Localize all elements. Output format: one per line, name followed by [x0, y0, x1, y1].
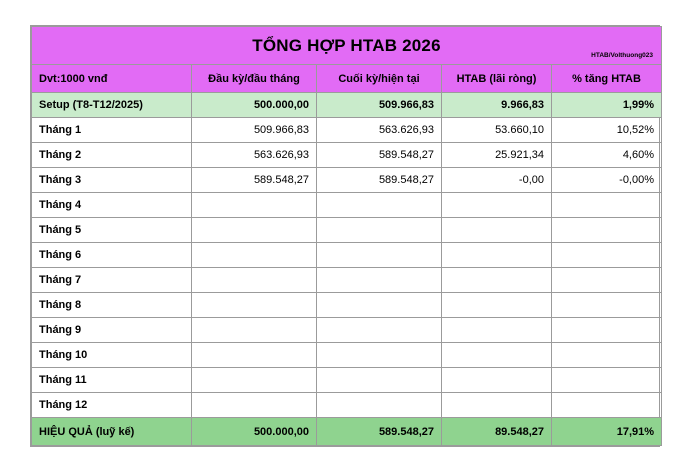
table-row	[32, 93, 662, 118]
column-header-closing: Cuối kỳ/hiện tại	[317, 65, 442, 93]
column-header-unit: Dvt:1000 vnđ	[32, 65, 192, 93]
cell-opening	[192, 243, 317, 268]
title-note: HTAB/Volthuong023	[591, 52, 654, 59]
cell-htab	[442, 268, 552, 293]
cell-percent	[552, 343, 662, 368]
cell-closing	[317, 343, 442, 368]
table-row	[32, 343, 662, 368]
table-row	[32, 293, 662, 318]
cell-closing	[317, 268, 442, 293]
cell-closing: 589.548,27	[317, 168, 442, 193]
cell-htab	[442, 193, 552, 218]
cell-opening: 509.966,83	[192, 118, 317, 143]
cell-htab	[442, 243, 552, 268]
cell-percent	[552, 268, 662, 293]
cell-percent: 4,60%	[552, 143, 662, 168]
page-title: TỔNG HỢP HTAB 2026	[252, 35, 441, 55]
row-label: Tháng 12	[32, 393, 192, 418]
row-label: Tháng 8	[32, 293, 192, 318]
cell-percent: -0,00%	[552, 168, 662, 193]
cell-opening	[192, 393, 317, 418]
htab-summary-table	[31, 26, 662, 446]
cell-percent	[552, 393, 662, 418]
cell-opening	[192, 293, 317, 318]
row-label: Tháng 9	[32, 318, 192, 343]
cell-closing	[317, 318, 442, 343]
cell-percent	[552, 243, 662, 268]
spreadsheet-table-container	[30, 25, 660, 447]
cell-opening: 589.548,27	[192, 168, 317, 193]
row-label: Tháng 1	[32, 118, 192, 143]
column-header-row	[32, 65, 662, 93]
cell-opening	[192, 268, 317, 293]
row-label: Tháng 10	[32, 343, 192, 368]
cell-opening: 500.000,00	[192, 93, 317, 118]
cell-percent	[552, 368, 662, 393]
table-row	[32, 193, 662, 218]
table-row	[32, 318, 662, 343]
row-label: Tháng 3	[32, 168, 192, 193]
table-row	[32, 393, 662, 418]
cell-opening	[192, 343, 317, 368]
row-label: Setup (T8-T12/2025)	[32, 93, 192, 118]
column-header-opening: Đầu kỳ/đầu tháng	[192, 65, 317, 93]
cell-closing	[317, 193, 442, 218]
cell-closing	[317, 393, 442, 418]
table-row	[32, 218, 662, 243]
column-header-percent: % tăng HTAB	[552, 65, 662, 93]
row-label: Tháng 6	[32, 243, 192, 268]
column-header-htab: HTAB (lãi ròng)	[442, 65, 552, 93]
cell-htab	[442, 218, 552, 243]
cell-percent	[552, 218, 662, 243]
table-body	[32, 27, 662, 446]
total-closing: 589.548,27	[317, 418, 442, 446]
table-row	[32, 368, 662, 393]
cell-htab: 9.966,83	[442, 93, 552, 118]
cell-percent	[552, 293, 662, 318]
total-percent: 17,91%	[552, 418, 662, 446]
cell-closing: 509.966,83	[317, 93, 442, 118]
row-label: Tháng 2	[32, 143, 192, 168]
cell-percent: 1,99%	[552, 93, 662, 118]
cell-htab	[442, 343, 552, 368]
table-row	[32, 268, 662, 293]
total-row	[32, 418, 662, 446]
table-row	[32, 143, 662, 168]
table-row	[32, 118, 662, 143]
cell-htab	[442, 393, 552, 418]
cell-percent	[552, 318, 662, 343]
cell-closing	[317, 293, 442, 318]
title-cell	[32, 27, 662, 65]
cell-htab: 25.921,34	[442, 143, 552, 168]
cell-htab	[442, 368, 552, 393]
table-row	[32, 168, 662, 193]
cell-opening	[192, 368, 317, 393]
row-label: Tháng 7	[32, 268, 192, 293]
title-row	[32, 27, 662, 65]
cell-htab	[442, 293, 552, 318]
cell-closing	[317, 243, 442, 268]
cell-opening: 563.626,93	[192, 143, 317, 168]
cell-percent: 10,52%	[552, 118, 662, 143]
cell-closing	[317, 368, 442, 393]
cell-htab: 53.660,10	[442, 118, 552, 143]
cell-percent	[552, 193, 662, 218]
cell-opening	[192, 218, 317, 243]
cell-htab	[442, 318, 552, 343]
total-htab: 89.548,27	[442, 418, 552, 446]
cell-opening	[192, 193, 317, 218]
row-label: Tháng 4	[32, 193, 192, 218]
cell-htab: -0,00	[442, 168, 552, 193]
table-row	[32, 243, 662, 268]
total-opening: 500.000,00	[192, 418, 317, 446]
row-label: Tháng 11	[32, 368, 192, 393]
cell-closing	[317, 218, 442, 243]
cell-closing: 563.626,93	[317, 118, 442, 143]
cell-opening	[192, 318, 317, 343]
total-label: HIỆU QUẢ (luỹ kế)	[32, 418, 192, 446]
row-label: Tháng 5	[32, 218, 192, 243]
cell-closing: 589.548,27	[317, 143, 442, 168]
